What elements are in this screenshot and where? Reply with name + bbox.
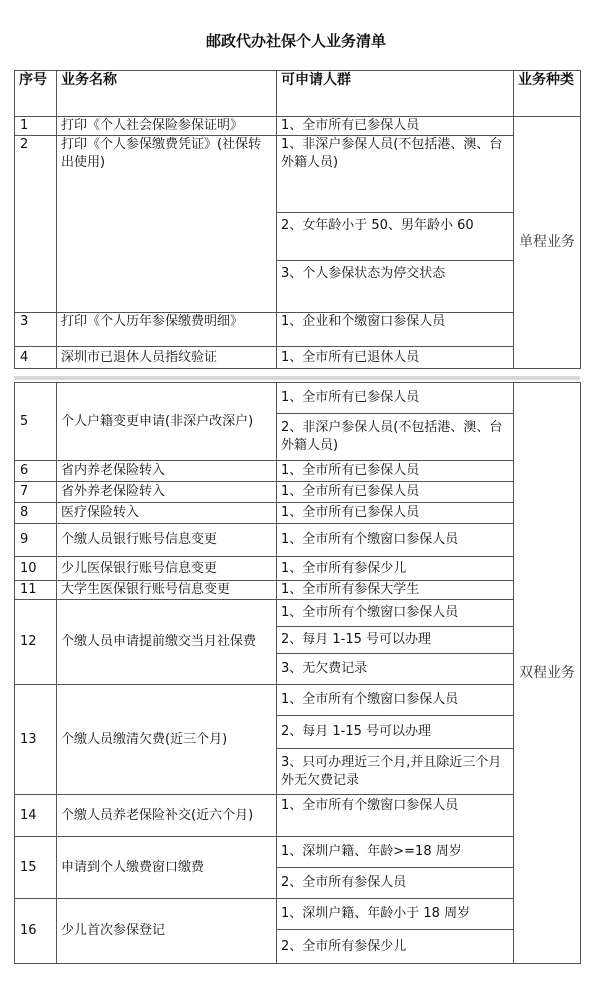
row-people: 3、无欠费记录 [277,654,514,685]
row-people: 1、深圳户籍、年龄小于 18 周岁 [277,899,514,930]
row-name: 大学生医保银行账号信息变更 [57,581,277,600]
row-people: 2、全市所有参保少儿 [277,930,514,964]
page-title: 邮政代办社保个人业务清单 [205,32,386,50]
row-people: 1、全市所有参保少儿 [277,557,514,581]
row-name: 个缴人员申请提前缴交当月社保费 [57,600,277,685]
row-people: 2、女年龄小于 50、男年龄小 60 [277,213,514,261]
table-row [15,899,581,930]
row-people: 2、非深户参保人员(不包括港、澳、台外籍人员) [277,414,514,461]
row-no: 7 [15,482,57,503]
row-people: 1、全市所有已退休人员 [277,347,514,369]
row-people: 1、全市所有已参保人员 [277,482,514,503]
header-kind: 业务种类 [514,71,581,117]
row-name: 深圳市已退休人员指纹验证 [57,347,277,369]
row-people: 3、只可办理近三个月,并且除近三个月外无欠费记录 [277,749,514,795]
row-no: 6 [15,461,57,482]
row-name: 申请到个人缴费窗口缴费 [57,837,277,899]
row-name: 少儿医保银行账号信息变更 [57,557,277,581]
header-people: 可申请人群 [277,71,514,117]
table-row [15,524,581,557]
row-no: 5 [15,383,57,461]
table-row [15,313,581,347]
service-table-single [14,70,581,369]
header-no: 序号 [15,71,57,117]
table-row [15,557,581,581]
row-people: 2、全市所有参保人员 [277,868,514,899]
row-name: 医疗保险转入 [57,503,277,524]
row-no: 3 [15,313,57,347]
row-name: 少儿首次参保登记 [57,899,277,964]
row-people: 1、全市所有参保大学生 [277,581,514,600]
row-people: 1、全市所有个缴窗口参保人员 [277,524,514,557]
table-row [15,347,581,369]
row-no: 8 [15,503,57,524]
row-people: 2、每月 1-15 号可以办理 [277,716,514,749]
table-row [15,600,581,627]
row-no: 10 [15,557,57,581]
row-no: 2 [15,136,57,313]
kind-single: 单程业务 [514,117,581,369]
row-people: 1、全市所有已参保人员 [277,383,514,414]
row-people: 1、全市所有已参保人员 [277,503,514,524]
row-people: 1、深圳户籍、年龄>=18 周岁 [277,837,514,868]
row-no: 14 [15,795,57,837]
table-row [15,685,581,716]
table-separator [14,376,580,380]
row-people: 1、全市所有已参保人员 [277,461,514,482]
row-people: 3、个人参保状态为停交状态 [277,261,514,313]
row-name: 打印《个人历年参保缴费明细》 [57,313,277,347]
row-people: 1、全市所有个缴窗口参保人员 [277,795,514,837]
row-no: 4 [15,347,57,369]
row-name: 省外养老保险转入 [57,482,277,503]
row-people: 1、全市所有个缴窗口参保人员 [277,600,514,627]
row-name: 省内养老保险转入 [57,461,277,482]
row-no: 15 [15,837,57,899]
table-row [15,837,581,868]
row-people: 1、全市所有个缴窗口参保人员 [277,685,514,716]
row-no: 12 [15,600,57,685]
service-table-double [14,382,581,964]
row-no: 13 [15,685,57,795]
kind-double: 双程业务 [514,383,581,964]
row-name: 个缴人员养老保险补交(近六个月) [57,795,277,837]
row-name: 打印《个人参保缴费凭证》(社保转出使用) [57,136,277,313]
row-people: 1、非深户参保人员(不包括港、澳、台外籍人员) [277,136,514,213]
table-row [15,383,581,414]
table-row [15,581,581,600]
row-people: 1、企业和个缴窗口参保人员 [277,313,514,347]
table-row [15,795,581,837]
table-row [15,136,581,213]
header-name: 业务名称 [57,71,277,117]
row-no: 16 [15,899,57,964]
row-name: 打印《个人社会保险参保证明》 [57,117,277,136]
row-name: 个缴人员缴清欠费(近三个月) [57,685,277,795]
row-no: 1 [15,117,57,136]
table-row [15,461,581,482]
row-name: 个人户籍变更申请(非深户改深户) [57,383,277,461]
table-header-row [15,71,581,117]
row-no: 9 [15,524,57,557]
row-name: 个缴人员银行账号信息变更 [57,524,277,557]
row-people: 1、全市所有已参保人员 [277,117,514,136]
table-row [15,117,581,136]
table-row [15,482,581,503]
row-people: 2、每月 1-15 号可以办理 [277,627,514,654]
table-row [15,503,581,524]
row-no: 11 [15,581,57,600]
